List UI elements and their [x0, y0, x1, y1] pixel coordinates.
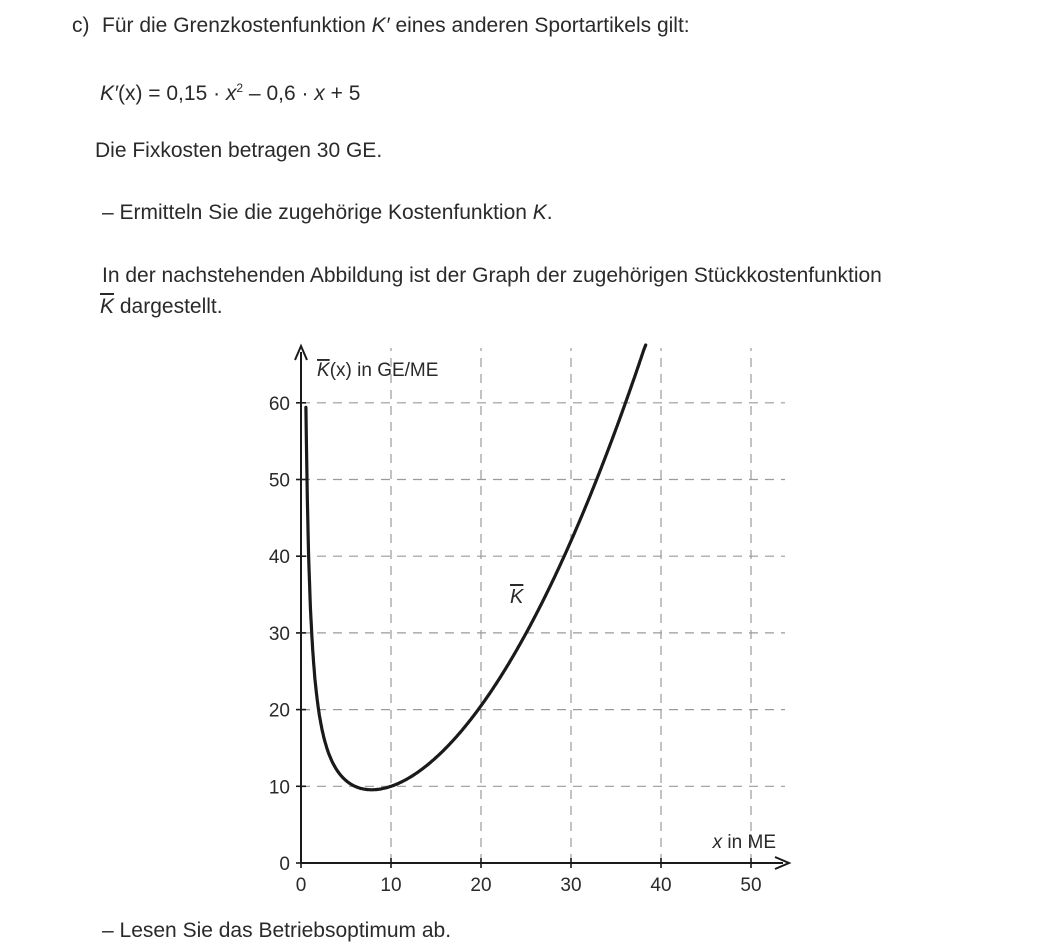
y-label-symbol: K	[317, 360, 330, 381]
x-label-rest: in ME	[722, 832, 776, 853]
curve-label: K	[510, 586, 524, 608]
y-tick-label-0: 0	[279, 854, 290, 875]
formula-mid: – 0,6 ·	[243, 82, 315, 105]
y-tick-label-60: 60	[268, 393, 290, 415]
formula-lhs-symbol: K′	[100, 82, 118, 105]
y-axis-label	[317, 360, 438, 381]
formula-tail: + 5	[324, 82, 361, 105]
fixed-costs-text: Die Fixkosten betragen 30 GE.	[95, 139, 383, 162]
series-curve	[306, 345, 646, 790]
x-label-var: x	[712, 832, 723, 853]
formula-exponent: 2	[236, 81, 244, 95]
y-tick-label-30: 30	[268, 623, 290, 645]
q1-symbol: K	[532, 201, 547, 224]
x-tick-label-50: 50	[740, 875, 762, 896]
intro-suffix: eines anderen Sportartikels gilt:	[395, 14, 690, 37]
task-label: c)	[72, 14, 90, 37]
intro-symbol: K′	[371, 14, 390, 37]
y-tick-label-40: 40	[268, 547, 290, 569]
x-tick-label-40: 40	[650, 875, 672, 896]
intro-prefix: Für die Grenzkostenfunktion	[102, 14, 366, 37]
fig-intro-rest: dargestellt.	[119, 295, 223, 318]
y-label-rest: (x) in GE/ME	[329, 360, 439, 381]
y-tick-label-50: 50	[268, 470, 290, 492]
y-tick-label-10: 10	[268, 777, 290, 799]
question-2: – Lesen Sie das Betriebsoptimum ab.	[102, 919, 452, 942]
q1-prefix: – Ermitteln Sie die zugehörige Kostenfunktion	[102, 201, 527, 224]
figure-intro-line1: In der nachstehenden Abbildung ist der Graph der zugehörigen Stückkostenfunktion	[102, 264, 882, 287]
formula-lhs-arg: (x) = 0,15 ·	[117, 82, 226, 105]
x-tick-label-0: 0	[295, 875, 307, 896]
y-tick-label-20: 20	[268, 700, 290, 722]
x-tick-label-20: 20	[470, 875, 492, 896]
formula-x2: x	[314, 82, 325, 105]
fig-intro-symbol: $\overline{K}$	[100, 295, 115, 318]
x-tick-label-30: 30	[560, 875, 582, 896]
formula-x: x	[225, 82, 237, 105]
x-tick-label-10: 10	[380, 875, 402, 896]
x-axis-label	[712, 832, 776, 853]
tick-labels	[269, 394, 762, 896]
q1-suffix: .	[546, 201, 553, 224]
grid	[301, 348, 785, 863]
